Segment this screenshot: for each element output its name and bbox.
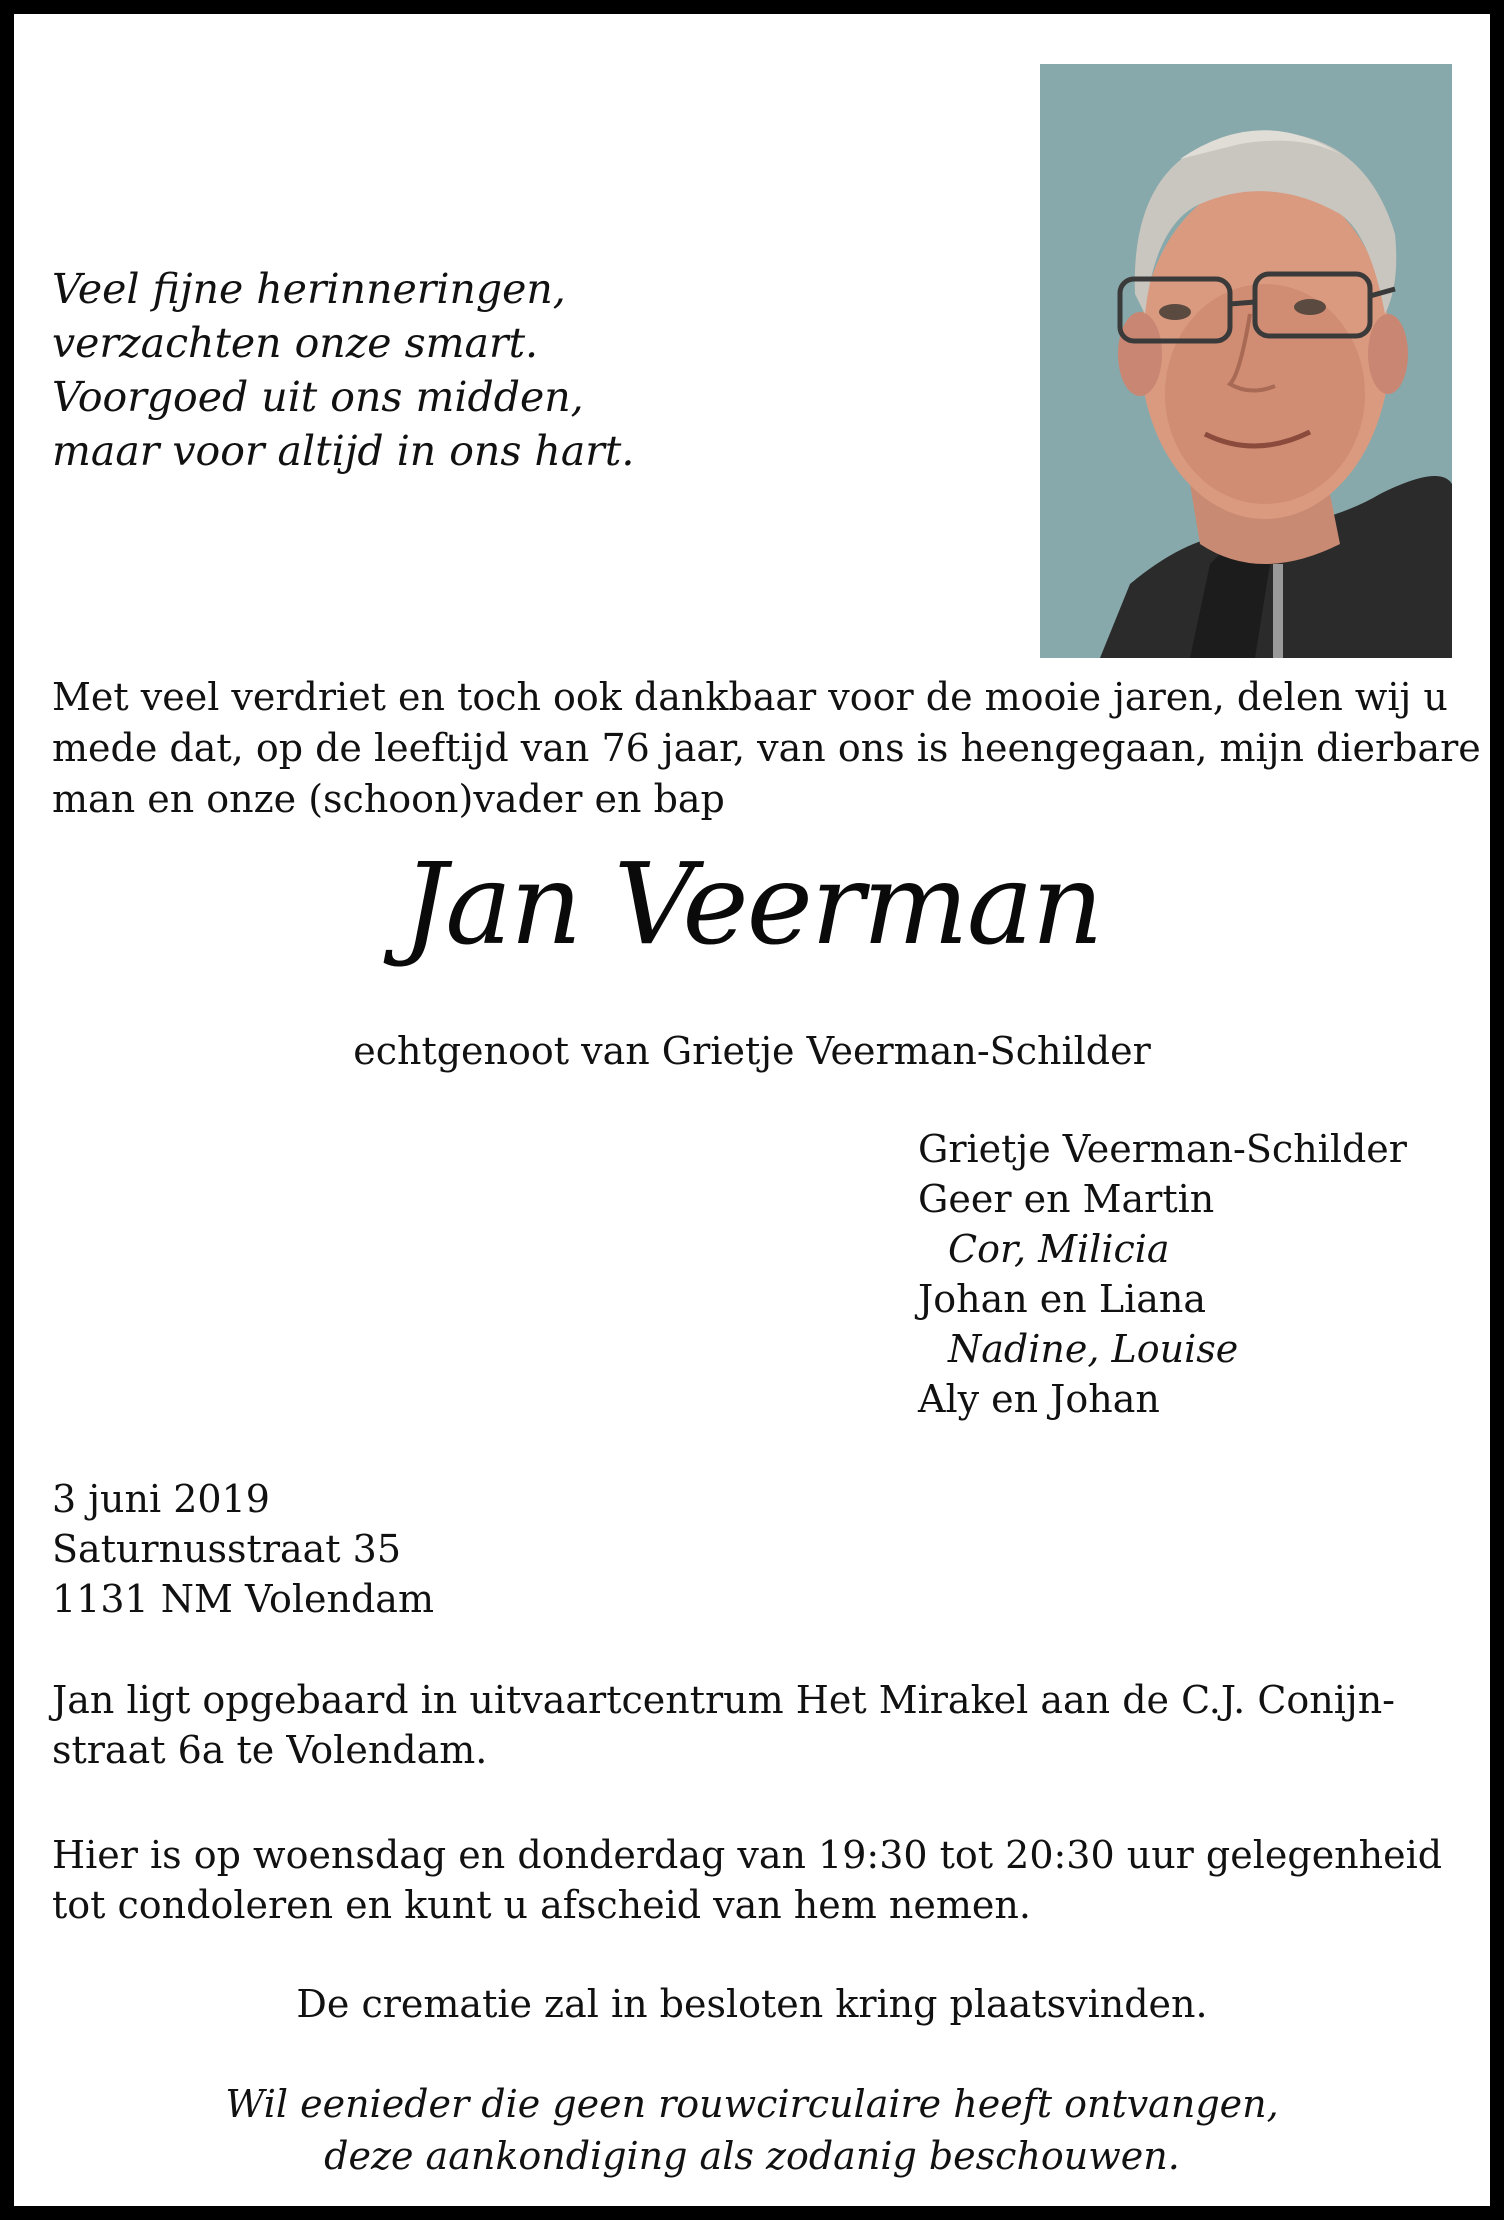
paragraph-line: tot condoleren en kunt u afscheid van hem nemen. <box>52 1883 1031 1927</box>
closing-line: deze aankondiging als zodanig beschouwen. <box>324 2134 1180 2178</box>
intro-line: Met veel verdriet en toch ook dankbaar voor de mooie jaren, delen wij u <box>52 675 1448 719</box>
portrait-photo <box>1040 64 1452 658</box>
closing-line: Wil eenieder die geen rouwcirculaire heeft ontvangen, <box>225 2082 1279 2126</box>
family-member: Geer en Martin <box>918 1177 1215 1221</box>
family-member: Aly en Johan <box>918 1377 1160 1421</box>
family-member: Grietje Veerman-Schilder <box>918 1127 1407 1171</box>
poem <box>52 262 634 478</box>
address-block <box>52 1474 434 1624</box>
closing-note <box>0 2078 1504 2182</box>
announcement-intro <box>52 672 1481 825</box>
family-list <box>918 1124 1407 1424</box>
paragraph-line: Jan ligt opgebaard in uitvaartcentrum Het Mirakel aan de C.J. Conijn- <box>52 1678 1396 1722</box>
condolence-paragraph <box>52 1830 1462 1930</box>
family-grandchildren: Nadine, Louise <box>948 1327 1239 1371</box>
deceased-name: Jan Veerman <box>402 840 1102 970</box>
family-grandchildren: Cor, Milicia <box>948 1227 1170 1271</box>
intro-line: man en onze (schoon)vader en bap <box>52 777 725 821</box>
cremation-notice: De crematie zal in besloten kring plaatsvinden. <box>296 1982 1208 2026</box>
laid-out-paragraph <box>52 1675 1462 1775</box>
poem-line: Voorgoed uit ons midden, <box>52 373 584 421</box>
address-city: 1131 NM Volendam <box>52 1577 434 1621</box>
portrait-illustration <box>1040 64 1452 658</box>
poem-line: maar voor altijd in ons hart. <box>52 427 635 475</box>
paragraph-line: Hier is op woensdag en donderdag van 19:30 tot 20:30 uur gelegenheid <box>52 1833 1443 1877</box>
family-member: Johan en Liana <box>918 1277 1207 1321</box>
paragraph-line: straat 6a te Volendam. <box>52 1728 488 1772</box>
poem-line: verzachten onze smart. <box>52 319 539 367</box>
poem-line: Veel fijne herinneringen, <box>52 265 566 313</box>
address-street: Saturnusstraat 35 <box>52 1527 401 1571</box>
spouse-line: echtgenoot van Grietje Veerman-Schilder <box>353 1029 1151 1073</box>
intro-line: mede dat, op de leeftijd van 76 jaar, van ons is heengegaan, mijn dierbare <box>52 726 1481 770</box>
announcement-date: 3 juni 2019 <box>52 1477 270 1521</box>
